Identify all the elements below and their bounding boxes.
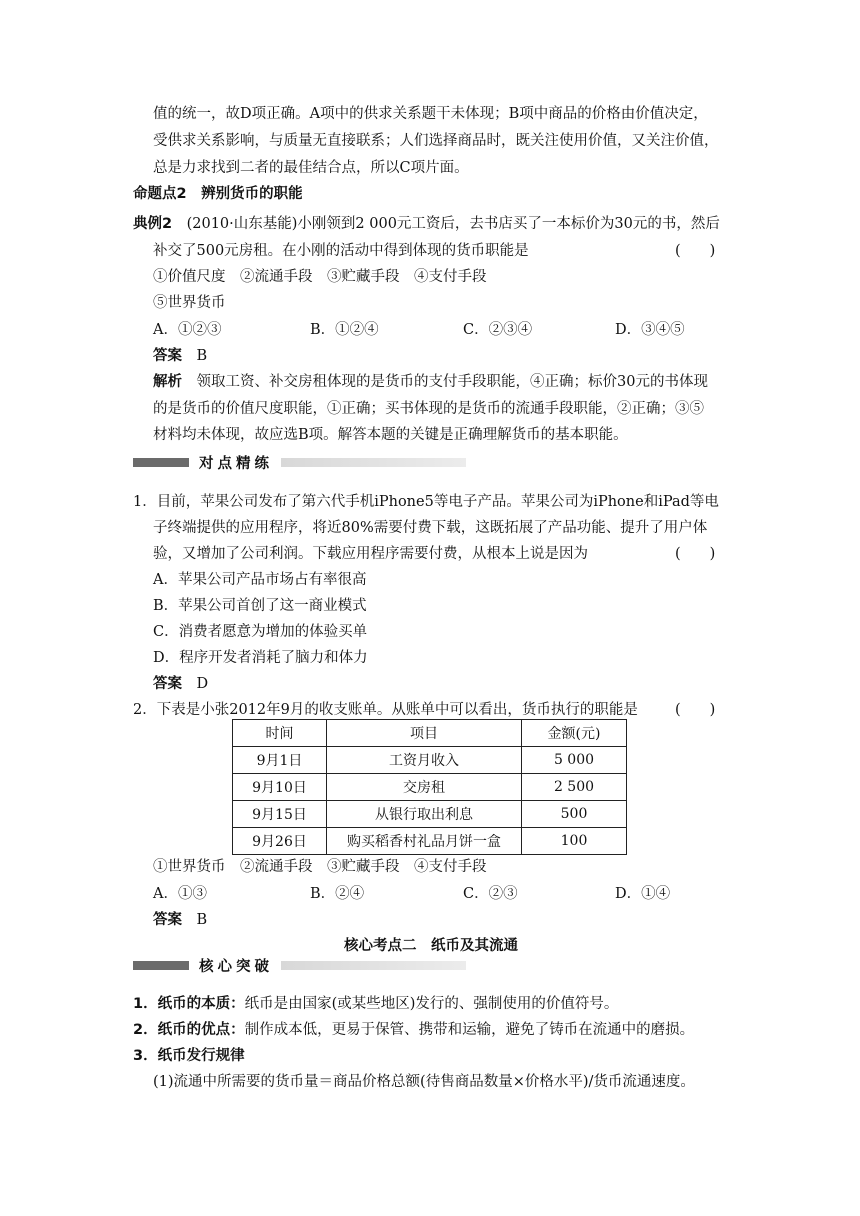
example-line [133,214,720,234]
choice-a: A．①②③ [153,322,222,338]
table-row [233,774,627,801]
choice-b: B．苹果公司首创了这一商业模式 [153,598,367,614]
core-text: 制作成本低，更易于保管、携带和运输，避免了铸币在流通中的磨损。 [244,1022,695,1038]
table-cell: 500 [522,801,627,828]
explanation-line [153,372,708,392]
table-cell: 从银行取出利息 [327,801,522,828]
core-label: 2．纸币的优点： [133,1022,245,1038]
choice-d: D．③④⑤ [615,322,685,338]
table-cell: 2 500 [522,774,627,801]
table-header-row [233,720,627,747]
answer-line [153,346,207,366]
answer-line [153,910,207,930]
table-cell: 9月10日 [233,774,327,801]
section-title: 核心突破 [189,955,281,976]
example-label: 典例2 [133,216,173,232]
table-header: 时间 [233,720,327,747]
core-text: 纸币是由国家(或某些地区)发行的、强制使用的价值符号。 [244,996,619,1012]
choice-c: C．②③ [463,886,518,902]
explanation-label: 解析 [153,374,182,390]
table-cell: 9月1日 [233,747,327,774]
answer-label: 答案 [153,676,182,692]
topic-label: 命题点2 [133,186,187,202]
table-cell: 9月15日 [233,801,327,828]
answer-blank: ( ) [675,546,716,562]
banner-bar [133,961,189,970]
options-line: ①价值尺度 ②流通手段 ③贮藏手段 ④支付手段 [153,269,487,285]
table-cell: 9月26日 [233,828,327,855]
choice-d: D．①④ [615,886,671,902]
section-title: 对点精练 [189,452,281,473]
question-line: 1．目前，苹果公司发布了第六代手机iPhone5等电子产品。苹果公司为iPhone和iPad等电 [133,494,719,510]
explanation-text: 领取工资、补交房租体现的是货币的支付手段职能，④正确；标价30元的书体现 [196,374,708,390]
table-cell: 工资月收入 [327,747,522,774]
question-line: 验，又增加了公司利润。下载应用程序需要付费，从根本上说是因为 [153,546,588,562]
answer-label: 答案 [153,912,182,928]
answer-blank: ( ) [675,702,716,718]
paragraph-line: 受供求关系影响，与质量无直接联系；人们选择商品时，既关注使用价值，又关注价值， [153,133,719,149]
example-line: 补交了500元房租。在小刚的活动中得到体现的货币职能是 [153,243,529,259]
core-label: 1．纸币的本质： [133,996,245,1012]
answer-value: D [196,676,209,692]
table-cell: 100 [522,828,627,855]
explanation-line: 的是货币的价值尺度职能，①正确；买书体现的是货币的流通手段职能，②正确；③⑤ [153,401,704,417]
answer-blank: ( ) [675,243,716,259]
core-subpoint: (1)流通中所需要的货币量＝商品价格总额(待售商品数量×价格水平)/货币流通速度。 [153,1074,695,1090]
table-row [233,828,627,855]
topic-title: 辨别货币的职能 [201,186,303,202]
table-cell: 5 000 [522,747,627,774]
table-cell: 交房租 [327,774,522,801]
answer-line [153,674,208,694]
choice-c: C．消费者愿意为增加的体验买单 [153,624,368,640]
choice-c: C．②③④ [463,322,533,338]
choice-b: B．①②④ [310,322,379,338]
bill-table [232,719,627,855]
explanation-line: 材料均未体现，故应选B项。解答本题的关键是正确理解货币的基本职能。 [153,427,628,443]
answer-value: B [196,912,208,928]
question-line: 子终端提供的应用程序，将近80%需要付费下载，这既拓展了产品功能、提升了用户体 [153,520,708,536]
topic-heading [133,184,303,204]
choice-a: A．①③ [153,886,207,902]
answer-value: B [196,348,208,364]
paragraph-line: 总是力求找到二者的最佳结合点，所以C项片面。 [153,160,469,176]
options-line: ⑤世界货币 [153,295,226,311]
banner-bar [281,961,466,970]
banner-bar [281,458,466,467]
choice-b: B．②④ [310,886,365,902]
paragraph-line: 值的统一，故D项正确。A项中的供求关系题干未体现；B项中商品的价格由价值决定， [153,106,708,122]
core-point [133,994,618,1014]
core-point [133,1020,694,1040]
table-header: 金额(元) [522,720,627,747]
question-line: 2．下表是小张2012年9月的收支账单。从账单中可以看出，货币执行的职能是 [133,702,638,718]
table-header: 项目 [327,720,522,747]
core-point: 3．纸币发行规律 [133,1048,245,1064]
choice-a: A．苹果公司产品市场占有率很高 [153,572,367,588]
banner-bar [133,458,189,467]
answer-label: 答案 [153,348,182,364]
section-banner [133,958,466,975]
section-heading: 核心考点二 纸币及其流通 [344,938,518,954]
options-line: ①世界货币 ②流通手段 ③贮藏手段 ④支付手段 [153,859,487,875]
section-banner [133,455,466,472]
example-text: (2010·山东基能)小刚领到2 000元工资后，去书店买了一本标价为30元的书，然后 [186,216,720,232]
choice-d: D．程序开发者消耗了脑力和体力 [153,650,368,666]
table-row [233,801,627,828]
table-row [233,747,627,774]
table-cell: 购买稻香村礼品月饼一盒 [327,828,522,855]
